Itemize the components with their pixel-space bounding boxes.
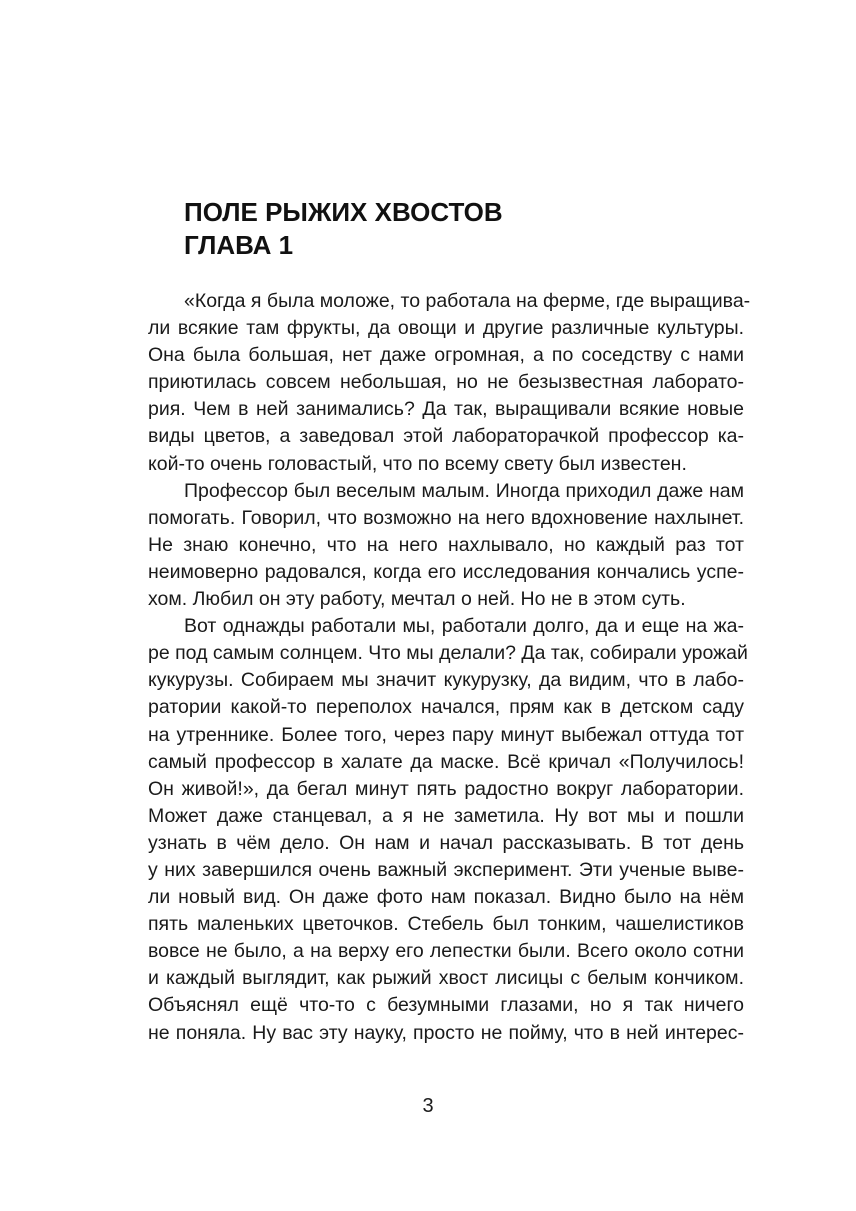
text-line: ратории какой-то переполох начался, прям как в детском саду <box>148 696 744 719</box>
text-line: помогать. Говорил, что возможно на него вдохновение нахлынет. <box>148 506 744 529</box>
text-line: кой-то очень головастый, что по всему свету был известен. <box>148 452 687 475</box>
text-line: на утреннике. Более того, через пару минут выбежал оттуда тот <box>148 723 744 746</box>
text-line: Объяснял ещё что-то с безумными глазами, но я так ничего <box>148 994 744 1017</box>
chapter-heading <box>184 196 744 262</box>
page-number: 3 <box>422 1095 434 1117</box>
body-text <box>148 288 751 1047</box>
text-line: виды цветов, а заведовал этой лабораторачкой профессор ка- <box>148 425 744 448</box>
text-line: Вот однажды работали мы, работали долго, да и еще на жа- <box>184 615 744 638</box>
text-line: ли новый вид. Он даже фото нам показал. Видно было на нём <box>148 886 744 909</box>
text-line: неимоверно радовался, когда его исследования кончались успе- <box>148 560 744 583</box>
text-line: вовсе не было, а на верху его лепестки были. Всего около сотни <box>148 940 744 963</box>
text-line: ре под самым солнцем. Что мы делали? Да так, собирали урожай <box>148 642 748 665</box>
book-title: ПОЛЕ РЫЖИХ ХВОСТОВ <box>184 197 503 227</box>
text-line: Он живой!», да бегал минут пять радостно вокруг лаборатории. <box>148 777 744 800</box>
text-line: пять маленьких цветочков. Стебель был тонким, чашелистиков <box>148 913 744 936</box>
text-line: не поняла. Ну вас эту науку, просто не пойму, что в ней интерес- <box>148 1021 744 1044</box>
chapter-title: ГЛАВА 1 <box>184 230 294 260</box>
text-line: Профессор был веселым малым. Иногда приходил даже нам <box>184 479 744 502</box>
text-line: самый профессор в халате да маске. Всё кричал «Получилось! <box>148 750 744 773</box>
text-line: у них завершился очень важный эксперимент. Эти ученые выве- <box>148 858 744 881</box>
text-line: хом. Любил он эту работу, мечтал о ней. Но не в этом суть. <box>148 588 686 611</box>
text-line: и каждый выглядит, как рыжий хвост лисицы с белым кончиком. <box>148 967 744 990</box>
text-line: «Когда я была моложе, то работала на ферме, где выращива- <box>184 290 751 312</box>
text-line: кукурузы. Собираем мы значит кукурузку, да видим, что в лабо- <box>148 669 744 692</box>
text-line: приютилась совсем небольшая, но не безызвестная лаборато- <box>148 371 744 394</box>
text-line: узнать в чём дело. Он нам и начал рассказывать. В тот день <box>148 831 744 854</box>
text-line: Она была большая, нет даже огромная, а по соседству с нами <box>148 344 744 367</box>
text-line: Не знаю конечно, что на него нахлывало, но каждый раз тот <box>148 533 744 556</box>
text-line: ли всякие там фрукты, да овощи и другие различные культуры. <box>148 317 744 340</box>
text-line: рия. Чем в ней занимались? Да так, выращивали всякие новые <box>148 398 744 421</box>
text-line: Может даже станцевал, а я не заметила. Ну вот мы и пошли <box>148 804 744 827</box>
